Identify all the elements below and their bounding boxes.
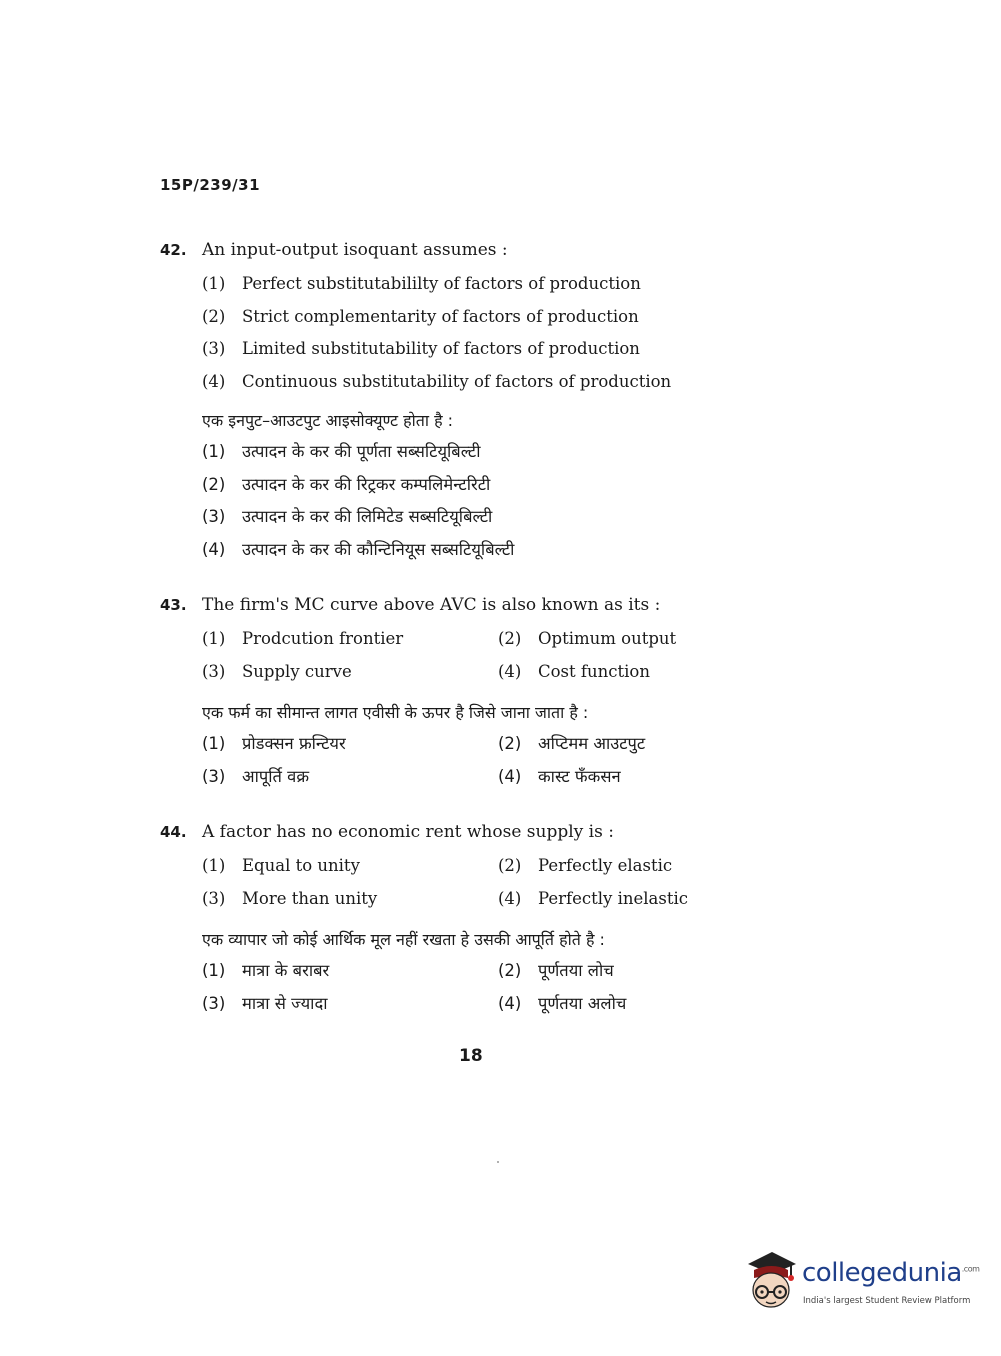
option-number: (2) — [498, 629, 522, 648]
question-44 — [160, 818, 800, 1020]
option-number: (3) — [202, 661, 226, 681]
option-text: Perfectly elastic — [538, 856, 673, 875]
question-number: 42. — [160, 241, 187, 259]
paper-code: 15P/239/31 — [160, 176, 261, 194]
option — [202, 301, 800, 334]
option — [202, 268, 800, 301]
collegedunia-logo — [742, 1248, 980, 1318]
option-text: More than unity — [242, 888, 378, 908]
option-text: प्रोडक्सन फ्रन्टियर — [242, 734, 346, 753]
option — [498, 955, 788, 988]
question-43 — [160, 591, 800, 793]
option-text: अप्टिमम आउटपुट — [538, 734, 646, 753]
question-line — [160, 818, 800, 846]
option-text: कास्ट फँकसन — [538, 766, 621, 786]
option-text: Equal to unity — [242, 856, 360, 875]
option — [498, 623, 788, 656]
option-text: पूर्णतया अलोच — [538, 993, 627, 1013]
option-number: (2) — [498, 734, 522, 753]
question-line — [160, 591, 800, 619]
option — [498, 761, 788, 794]
option — [202, 883, 492, 916]
option-number: (4) — [498, 993, 522, 1013]
option-text: उत्पादन के कर की कौन्टिनियूस सब्सटियूबिल्टी — [242, 539, 515, 559]
option — [498, 988, 788, 1021]
question-text-en: A factor has no economic rent whose supply is : — [202, 822, 614, 842]
option-text: मात्रा के बराबर — [242, 961, 330, 980]
option — [202, 955, 492, 988]
option-number: (4) — [202, 539, 226, 559]
options-hi — [202, 436, 800, 566]
question-text-hi: एक इनपुट–आउटपुट आइसोक्यूण्ट होता है : — [202, 411, 454, 430]
option — [498, 850, 788, 883]
option-number: (4) — [498, 766, 522, 786]
options-en — [202, 268, 800, 398]
option-number: (3) — [202, 888, 226, 908]
option-number: (1) — [202, 856, 226, 875]
option-text: उत्पादन के कर की लिमिटेड सब्सटियूबिल्टी — [242, 507, 493, 526]
question-text-hi: एक व्यापार जो कोई आर्थिक मूल नहीं रखता हे उसकी आपूर्ति होते है : — [202, 930, 605, 949]
option-number: (4) — [498, 888, 522, 908]
question-text-en: An input-output isoquant assumes : — [202, 240, 508, 260]
page-number: 18 — [459, 1046, 483, 1066]
option — [202, 988, 492, 1021]
options-hi — [202, 955, 800, 1020]
option-text: Strict complementarity of factors of production — [242, 306, 639, 326]
option-text: Limited substitutability of factors of production — [242, 339, 640, 358]
option-number: (2) — [202, 474, 226, 494]
option — [202, 850, 492, 883]
option-number: (2) — [498, 961, 522, 980]
option-number: (1) — [202, 734, 226, 753]
mascot-icon — [742, 1248, 800, 1312]
option-number: (2) — [202, 306, 226, 326]
option-number: (1) — [202, 961, 226, 980]
option-number: (2) — [498, 856, 522, 875]
option — [498, 728, 788, 761]
option-text: Supply curve — [242, 661, 352, 681]
option — [498, 883, 788, 916]
option-text: Prodcution frontier — [242, 629, 404, 648]
question-number: 43. — [160, 596, 187, 614]
brand-suffix: .com — [961, 1264, 980, 1274]
question-line — [160, 236, 800, 264]
option-text: उत्पादन के कर की पूर्णता सब्सटियूबिल्टी — [242, 442, 481, 461]
option — [498, 656, 788, 689]
brand-text: collegedunia — [802, 1258, 962, 1288]
option — [202, 728, 492, 761]
option-number: (3) — [202, 507, 226, 526]
option-number: (3) — [202, 766, 226, 786]
option — [202, 656, 492, 689]
option-number: (3) — [202, 993, 226, 1013]
option-number: (4) — [498, 661, 522, 681]
option — [202, 761, 492, 794]
brand-name — [802, 1258, 979, 1288]
option — [202, 469, 800, 502]
option — [202, 366, 800, 399]
question-text-hi: एक फर्म का सीमान्त लागत एवीसी के ऊपर है जिसे जाना जाता है : — [202, 703, 589, 722]
option — [202, 501, 800, 534]
option-number: (1) — [202, 629, 226, 648]
question-text-en: The firm's MC curve above AVC is also known as its : — [202, 595, 661, 615]
option-text: Optimum output — [538, 629, 677, 648]
option-number: (3) — [202, 339, 226, 358]
option-text: Perfect substitutabililty of factors of production — [242, 274, 641, 293]
option — [202, 333, 800, 366]
option-text: पूर्णतया लोच — [538, 961, 614, 980]
option-text: मात्रा से ज्यादा — [242, 993, 328, 1013]
options-en — [202, 623, 800, 688]
question-42 — [160, 236, 800, 566]
option-text: आपूर्ति वक्र — [242, 766, 310, 786]
brand-tagline: India's largest Student Review Platform — [803, 1296, 971, 1306]
options-en — [202, 850, 800, 915]
option-number: (1) — [202, 442, 226, 461]
option — [202, 534, 800, 567]
option-number: (1) — [202, 274, 226, 293]
option-number: (4) — [202, 371, 226, 391]
scan-speck — [497, 1161, 499, 1163]
option-text: Continuous substitutability of factors of production — [242, 371, 672, 391]
question-number: 44. — [160, 823, 187, 841]
option-text: Perfectly inelastic — [538, 888, 688, 908]
option-text: उत्पादन के कर की रिट्रकर कम्पलिमेन्टरिटी — [242, 474, 491, 494]
option — [202, 623, 492, 656]
option-text: Cost function — [538, 661, 650, 681]
option — [202, 436, 800, 469]
options-hi — [202, 728, 800, 793]
